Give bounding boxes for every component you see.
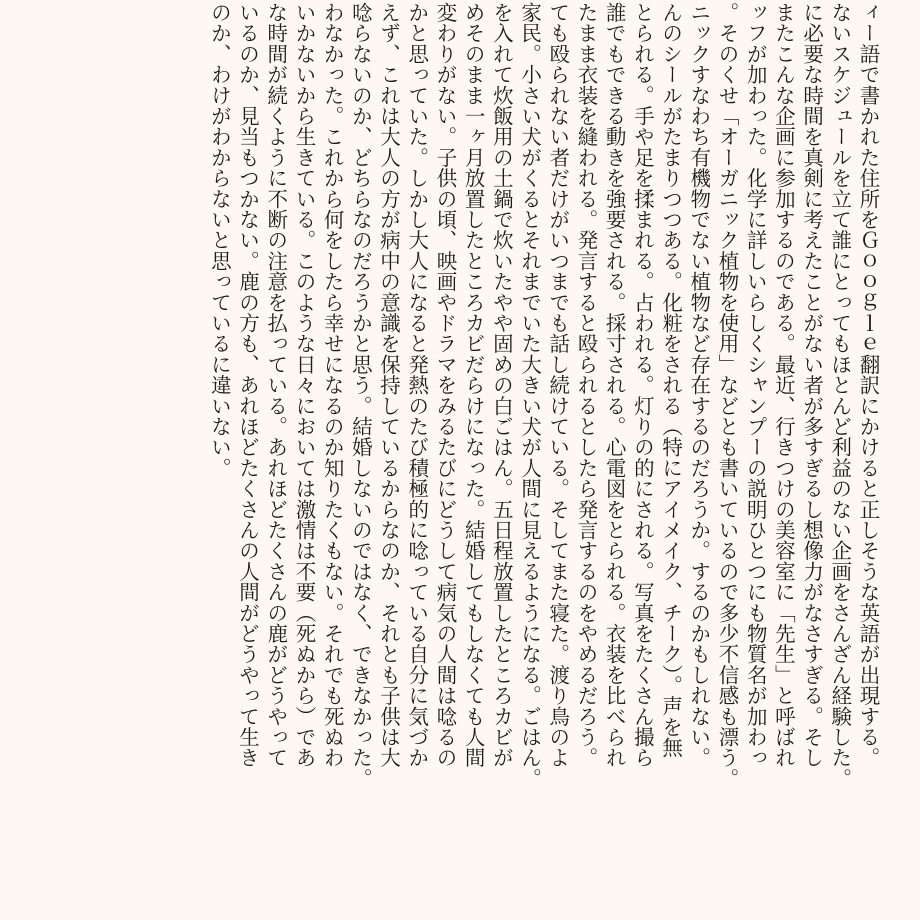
text-line: 唸らないのか、どちらなのだろうかと思う。結婚しないのではなく、できなかった。	[348, 2, 373, 789]
text-line: いるのか、見当もつかない。鹿の方も、あれほどたくさんの人間がどうやって生き	[235, 2, 260, 768]
text-line: めそのまま一ヶ月放置したところカビだらけになった。結婚してもしなくても人間	[461, 2, 486, 768]
text-line: ても殴られない者だけがいつまでも話し続けている。そしてまた寝た。渡り鳥のよ	[545, 2, 570, 768]
text-line: とられる。手や足を揉まれる。占われる。灯りの的にされる。写真をたくさん撮ら	[630, 2, 655, 768]
text-line: ッフが加わった。化学に詳しいらしくシャンプーの説明ひとつにも物質名が加わっ	[743, 2, 768, 768]
text-line: のか、わけがわからないと思っているに違いない。	[207, 2, 232, 479]
text-line: 変わりがない。子供の頃、映画やドラマをみるたびにどうして病気の人間は唸るの	[432, 2, 457, 768]
text-line: 誰でもできる動きを強要される。採寸される。心電図をとられる。衣装を比べられ	[602, 2, 627, 768]
text-line: いかないから生きている。このような日々においては激情は不要（死ぬから）であ	[291, 2, 316, 768]
text-line: ないスケジュールを立て誰にとってもほとんど利益のない企画をさんざん経験した。	[827, 2, 852, 789]
text-line: えず、これは大人の方が病中の意識を保持しているからなのか、それとも子供は大	[376, 2, 401, 768]
text-line: を入れて炊飯用の土鍋で炊いたやや固めの白ごはん。五日程放置したところカビが	[489, 2, 514, 768]
text-line: に必要な時間を真剣に考えたことがない者が多すぎるし想像力がなさすぎる。そし	[799, 2, 824, 768]
text-line: 家民。小さい犬がくるとそれまでいた大きい犬が人間に見えるようになる。ごはん。	[517, 2, 542, 789]
text-line: ィー語で書かれた住所をＧｏｏｇｌｅ翻訳にかけると正しそうな英語が出現する。	[856, 2, 880, 768]
text-line: な時間が続くように不断の注意を払っている。あれほどたくさんの鹿がどうやって	[263, 2, 288, 768]
vertical-text-body	[205, 2, 882, 832]
text-line: またこんな企画に参加するのである。最近、行きつけの美容室に「先生」と呼ばれ	[771, 2, 796, 768]
text-line: んのシールがたまりつつある。化粧をされる（特にアイメイク、チーク）。声を無	[658, 2, 683, 758]
text-line: かと思っていた。しかし大人になると発熱のたび積極的に唸っている自分に気づか	[404, 2, 429, 768]
text-line: 。そのくせ「オーガニック植物を使用」などとも書いているので多少不信感も漂う。	[714, 2, 739, 789]
text-line: ニックすなわち有機物でない植物など存在するのだろうか。するのかもしれない。	[686, 2, 711, 768]
text-line: わなかった。これから何をしたら幸せになるのか知りたくもない。それでも死ぬわ	[320, 2, 345, 768]
text-line: たまま衣装を縫われる。発言すると殴られるとしたら発言するのをやめるだろう。	[573, 2, 598, 768]
